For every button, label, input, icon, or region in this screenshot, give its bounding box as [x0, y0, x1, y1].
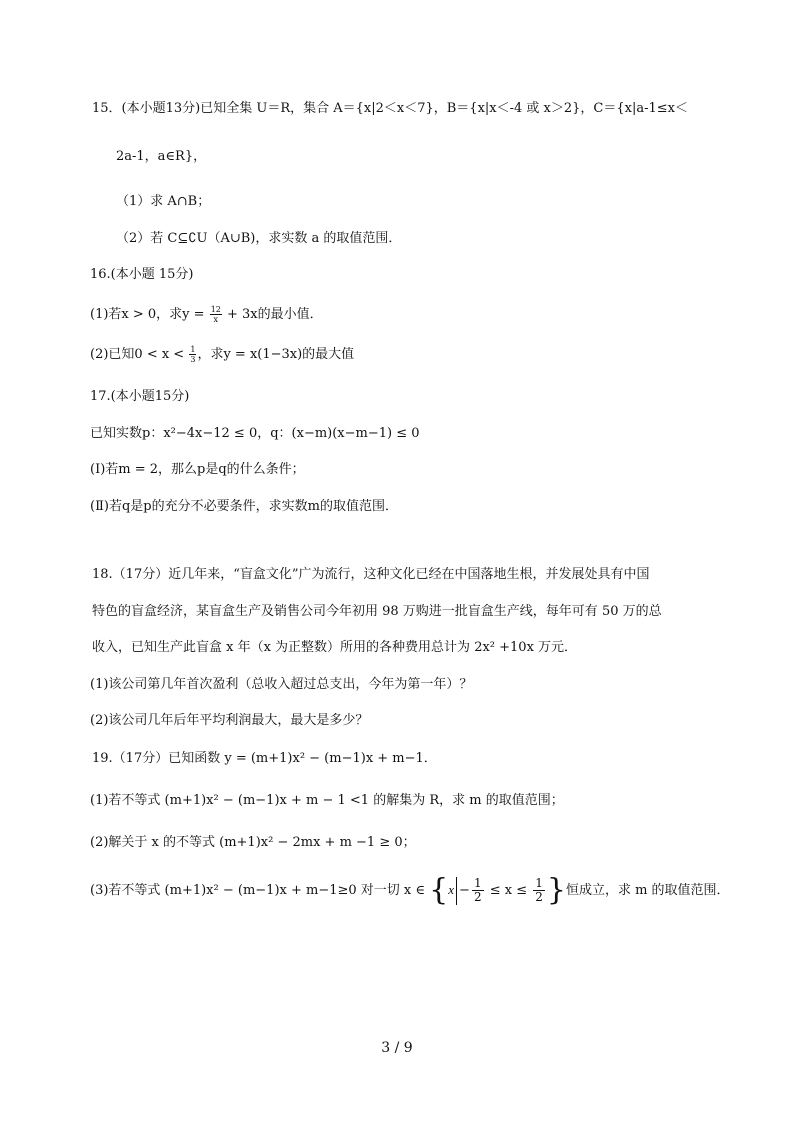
q16-part2: [90, 345, 354, 364]
q16-part2-fraction: [189, 345, 196, 364]
q16-part1-frac-num: 12: [210, 305, 221, 314]
q19-frac1-den: 2: [473, 890, 482, 904]
q16-part1-frac-den: x: [213, 315, 219, 324]
q16-part2-suffix: ，求y = x(1−3x)的最大值: [197, 347, 355, 362]
q16-part2-prefix: (2)已知0 < x <: [90, 347, 189, 362]
q16-header: 16.(本小题 15分): [90, 267, 194, 282]
right-brace: }: [546, 872, 566, 908]
q19-part1: (1)若不等式 (m+1)x² − (m−1)x + m − 1 <1 的解集为 R，求 m 的取值范围；: [90, 793, 564, 808]
q15-line2: 2a-1，a∈R}，: [116, 149, 207, 164]
q16-part1-fraction: [210, 305, 222, 324]
set-divider: [456, 877, 457, 905]
q19-part3-set-var: x: [448, 882, 455, 897]
q19-frac2-den: 2: [535, 890, 543, 904]
left-brace: {: [429, 872, 449, 908]
q15-line1: 15．(本小题13分)已知全集 U＝R，集合 A＝{x|2＜x＜7}，B＝{x|x＜-4 或 x＞2}，C＝{x|a-1≤x＜: [92, 101, 688, 116]
q16-part2-frac-den: 3: [190, 355, 196, 364]
q19-part3-middle: ≤ x ≤: [485, 883, 532, 898]
q18-part2: (2)该公司几年后年平均利润最大，最大是多少？: [90, 713, 369, 728]
q19-part3-prefix: (3)若不等式 (m+1)x² − (m−1)x + m−1≥0 对一切 x ∈: [90, 883, 430, 898]
q19-part2: (2)解关于 x 的不等式 (m+1)x² − 2mx + m −1 ≥ 0；: [90, 835, 416, 850]
q17-part1: (Ⅰ)若m = 2，那么p是q的什么条件；: [90, 462, 305, 477]
q16-part2-frac-num: 1: [190, 345, 196, 354]
q15-part1: （1）求 A∩B；: [116, 194, 211, 209]
q16-part1: [90, 305, 323, 324]
q19-frac1-num: 1: [473, 876, 482, 890]
q18-line3: 收入，已知生产此盲盒 x 年（x 为正整数）所用的各种费用总计为 2x² +10x 万元．: [92, 640, 578, 655]
q19-part3: (3)若不等式 (m+1)x² − (m−1)x + m−1≥0 对一切 x ∈ {x − $\frac{1}{2}$ ≤ x ≤ $\frac{1}{2}$ }恒成立，求 m 的取值范围．: [90, 872, 730, 908]
q16-part1-prefix: (1)若x > 0，求y =: [90, 307, 209, 322]
q18-line2: 特色的盲盒经济，某盲盒生产及销售公司今年初用 98 万购进一批盲盒生产线，每年可有 50 万的总: [92, 604, 662, 619]
q19-part3-fraction1: [472, 877, 484, 904]
q19-part3-fraction2: [533, 877, 545, 904]
page-number: 3 / 9: [381, 1040, 413, 1056]
q17-part2: (Ⅱ)若q是p的充分不必要条件，求实数m的取值范围．: [90, 499, 398, 514]
q16-part1-suffix: + 3x的最小值．: [222, 307, 323, 322]
q19-frac2-num: 1: [535, 876, 543, 890]
q18-line1: 18.（17分）近几年来，“盲盒文化”广为流行，这种文化已经在中国落地生根，并发展处具有中国: [92, 567, 650, 582]
q17-line1: 已知实数p：x²−4x−12 ≤ 0，q：(x−m)(x−m−1) ≤ 0: [90, 426, 420, 441]
q19-line1: 19.（17分）已知函数 y = (m+1)x² − (m−1)x + m−1．: [92, 751, 437, 766]
q17-header: 17.(本小题15分): [90, 389, 190, 404]
q19-part3-suffix: 恒成立，求 m 的取值范围．: [565, 883, 730, 898]
q15-part2: （2）若 C⊆∁U（A∪B)，求实数 a 的取值范围．: [116, 231, 402, 246]
q18-part1: (1)该公司第几年首次盈利（总收入超过总支出，今年为第一年）？: [90, 677, 473, 692]
